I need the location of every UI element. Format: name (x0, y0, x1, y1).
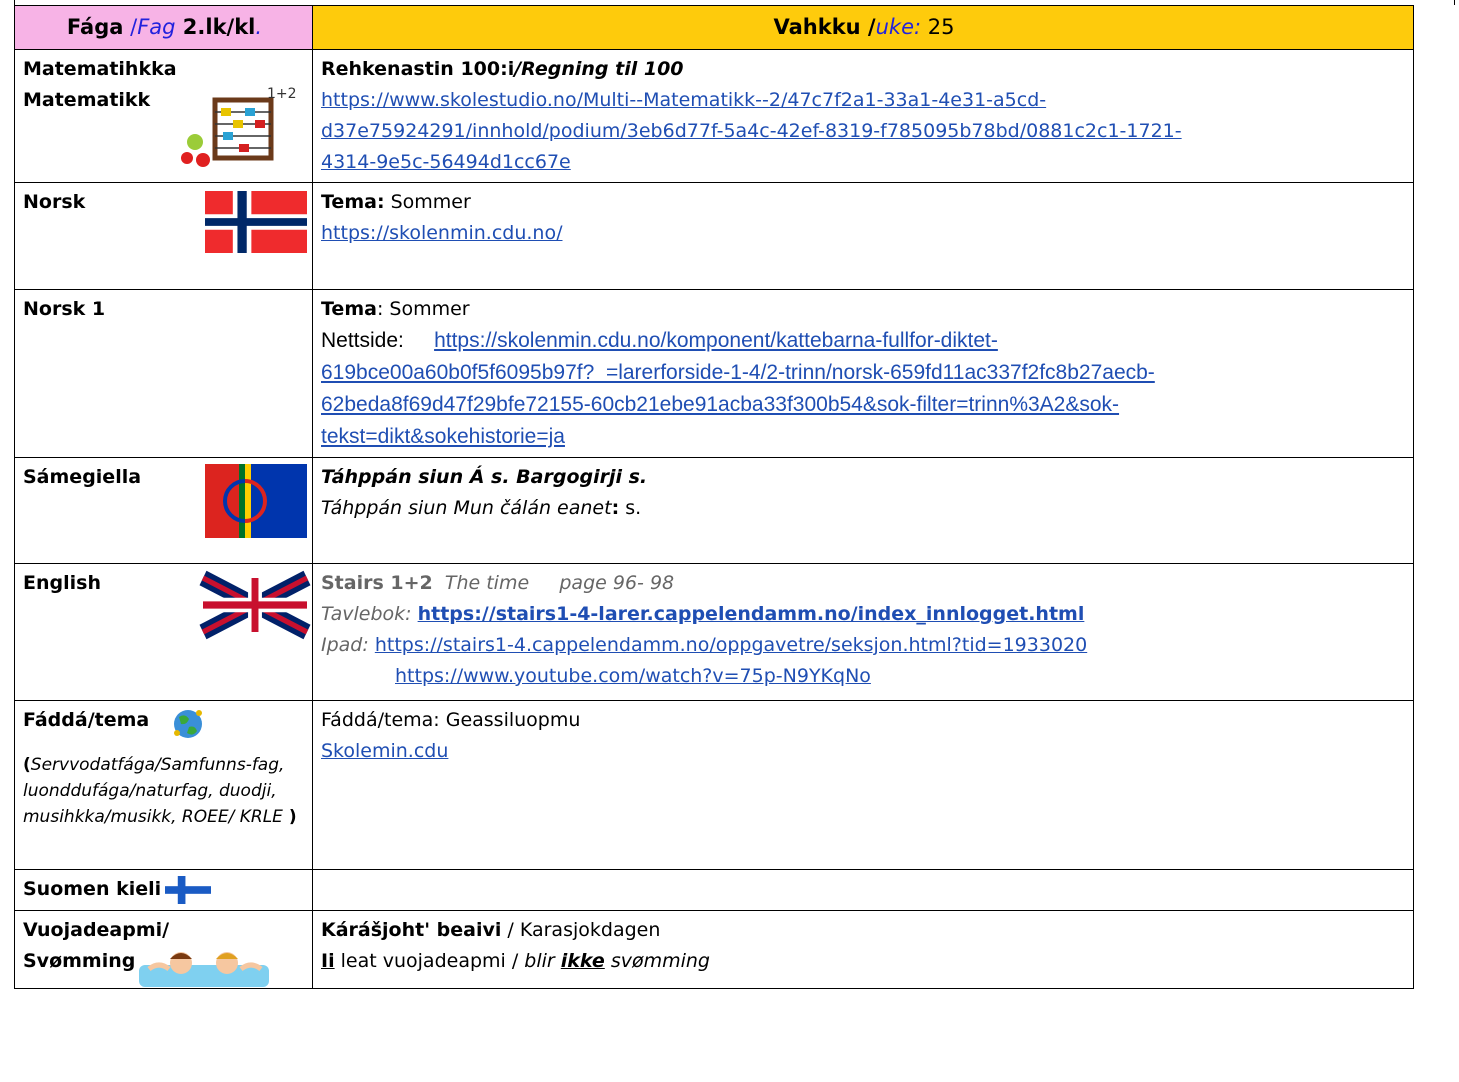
subject-tema (15, 701, 313, 870)
row-tema (15, 701, 1414, 870)
row-norsk1 (15, 290, 1414, 458)
subject-name-norsk1: Norsk 1 (23, 298, 106, 320)
subject-name-norsk: Norsk (23, 191, 86, 213)
english-ipad-label: Ipad: (321, 634, 369, 656)
subject-name-tema: Fáddá/tema (23, 709, 150, 731)
weekly-plan-table (14, 5, 1414, 989)
subject-header-norsk: Fag (137, 15, 176, 39)
class-label: 2.lk/kl (175, 15, 256, 39)
swim-day-norsk: / Karasjokdagen (501, 919, 661, 941)
tema-text: Fáddá/tema: Geassiluopmu (321, 709, 581, 731)
svg-text:1+2: 1+2 (267, 86, 297, 102)
subject-name-math-norsk: Matematikk (23, 89, 151, 111)
week-label-sami: Vahkku / (773, 15, 876, 39)
norsk-tema-label: Tema: (321, 191, 385, 213)
tema-desc-text: Servvodatfága/Samfunns-fag, luonddufága/naturfag, duodji, musihkka/musikk, ROEE/ KRLE (23, 755, 285, 827)
norsk1-nettside-label: Nettside: (321, 329, 404, 352)
subject-name-math-sami: Matematihkka (23, 58, 177, 80)
tema-link[interactable]: Skolemin.cdu (321, 740, 449, 762)
finland-flag-icon (165, 876, 211, 904)
globe-icon (171, 707, 205, 741)
math-title-norsk: /Regning til 100 (514, 58, 684, 80)
content-norsk1 (313, 290, 1414, 458)
subject-finnish (15, 870, 313, 911)
norsk1-link-line-1[interactable]: https://skolenmin.cdu.no/komponent/kattebarna-fullfor-diktet- (434, 329, 998, 352)
header-row (15, 6, 1414, 50)
norsk1-link-line-4[interactable]: tekst=dikt&sokehistorie=ja (321, 425, 565, 448)
content-tema (313, 701, 1414, 870)
norsk1-link-line-2[interactable]: 619bce00a60b0f5f6095b97f?_=larerforside-1-4/2-trinn/norsk-659fd11ac337f2fc8b27aecb- (321, 361, 1155, 384)
colon: : (914, 15, 922, 39)
content-sami (313, 458, 1414, 564)
math-title-sami: Rehkenastin 100:i (321, 58, 515, 80)
dot: . (255, 15, 263, 39)
math-link-line-1[interactable]: https://www.skolestudio.no/Multi--Matematikk--2/47c7f2a1-33a1-4e31-a5cd- (321, 89, 1047, 111)
subject-math (15, 50, 313, 183)
subject-english (15, 564, 313, 701)
sami-line-2-end: s. (619, 497, 642, 519)
content-swimming (313, 911, 1414, 989)
sami-flag-icon (205, 464, 307, 538)
norsk-link[interactable]: https://skolenmin.cdu.no/ (321, 222, 563, 244)
subject-name-finnish: Suomen kieli (23, 878, 162, 900)
content-english (313, 564, 1414, 701)
english-tavlebok-label: Tavlebok: (321, 603, 412, 625)
subject-header (15, 6, 313, 50)
math-link-line-2[interactable]: d37e75924291/innhold/podium/3eb6d77f-5a4c-42ef-8319-f785095b78bd/0881c2c1-1721- (321, 120, 1182, 142)
row-norsk (15, 183, 1414, 290)
sami-colon: : (611, 497, 620, 519)
row-finnish (15, 870, 1414, 911)
content-finnish (313, 870, 1414, 911)
row-math (15, 50, 1414, 183)
swim-line-2a: leat vuojadeapmi / (334, 950, 525, 972)
row-swimming (15, 911, 1414, 989)
paren-close: ) (282, 807, 297, 827)
norsk1-tema: : Sommer (376, 298, 470, 320)
english-pages: page 96- 98 (559, 572, 675, 594)
tema-description (23, 752, 306, 830)
math-link-line-3[interactable]: 4314-9e5c-56494d1cc67e (321, 151, 571, 173)
norsk1-tema-label: Tema (321, 298, 377, 320)
swim-line-2c: svømming (604, 950, 710, 972)
swim-ii: Ii (321, 950, 335, 972)
norsk1-link-line-3[interactable]: 62beda8f69d47f29bfe72155-60cb21ebe91acba33f300b54&sok-filter=trinn%3A2&sok- (321, 393, 1120, 416)
row-sami (15, 458, 1414, 564)
english-tavlebok-link[interactable]: https://stairs1-4-larer.cappelendamm.no/index_innlogget.html (417, 603, 1085, 625)
english-youtube-link[interactable]: https://www.youtube.com/watch?v=75p-N9YKqNo (395, 665, 871, 687)
norway-flag-icon (205, 191, 307, 253)
paren-open: ( (23, 755, 31, 775)
subject-name-swim-norsk: Svømming (23, 950, 136, 972)
sami-line-2: Táhppán siun Mun čálán eanet (321, 497, 612, 519)
subject-norsk (15, 183, 313, 290)
sami-line-1: Táhppán siun Á s. Bargogirji s. (321, 466, 648, 488)
subject-sami (15, 458, 313, 564)
subject-name-sami: Sámegiella (23, 466, 142, 488)
subject-name-swim-sami: Vuojadeapmi/ (23, 919, 170, 941)
swimming-kids-icon (139, 947, 269, 987)
subject-norsk1 (15, 290, 313, 458)
swim-day-sami: Kárášjoht' beaivi (321, 919, 502, 941)
norsk-tema: Sommer (384, 191, 471, 213)
abacus-icon (175, 86, 297, 172)
english-stairs: Stairs 1+2 (321, 572, 433, 594)
subject-swimming (15, 911, 313, 989)
swim-line-2b: blir (524, 950, 561, 972)
subject-name-english: English (23, 572, 101, 594)
content-norsk (313, 183, 1414, 290)
english-topic: The time (444, 572, 530, 594)
slash: / (123, 15, 138, 39)
swim-ikke: ikke (560, 950, 605, 972)
uk-flag-icon (203, 578, 307, 632)
week-header (313, 6, 1414, 50)
week-label-norsk: uke (875, 15, 914, 39)
subject-header-sami: Fága (66, 15, 124, 39)
row-english (15, 564, 1414, 701)
content-math (313, 50, 1414, 183)
english-ipad-link[interactable]: https://stairs1-4.cappelendamm.no/oppgavetre/seksjon.html?tid=1933020 (374, 634, 1088, 656)
week-number: 25 (921, 15, 955, 39)
